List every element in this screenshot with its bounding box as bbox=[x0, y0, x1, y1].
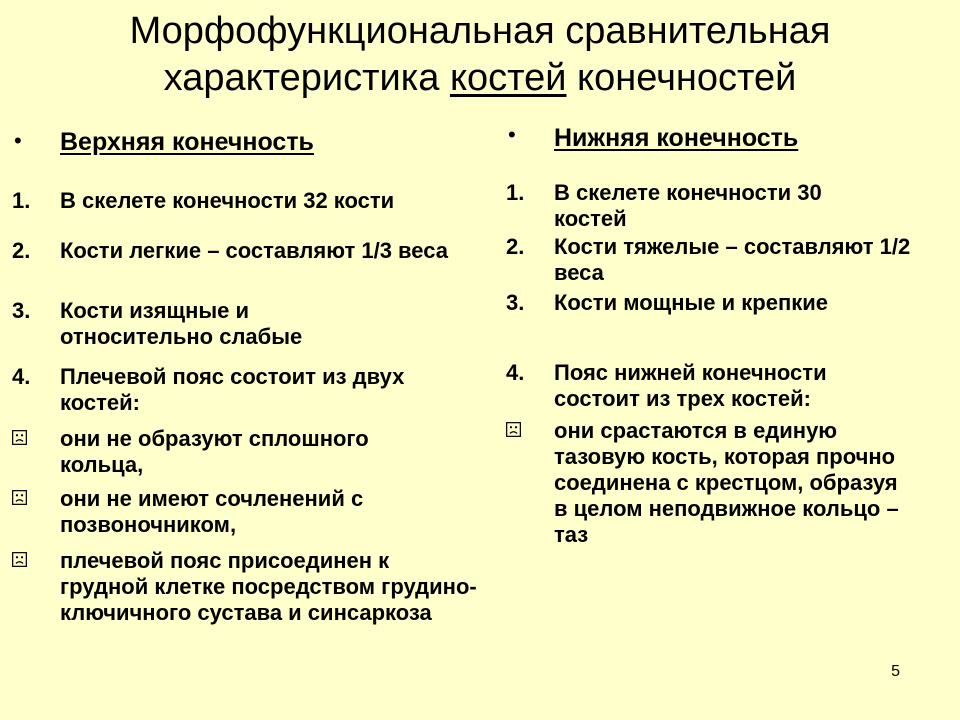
title-underlined-word: костей bbox=[449, 57, 567, 99]
page-number: 5 bbox=[891, 663, 900, 680]
item-text: Кости легкие – составляют 1/3 веса bbox=[60, 238, 448, 263]
item-number: 3. bbox=[12, 298, 31, 323]
bullet-icon: • bbox=[14, 128, 22, 153]
item-number: 1. bbox=[506, 180, 525, 205]
item-number: 2. bbox=[12, 238, 31, 263]
item-number: 3. bbox=[506, 290, 525, 315]
item-text: Кости изящные и относительно слабые bbox=[60, 298, 303, 349]
title-line-2-end: конечностей bbox=[566, 57, 797, 99]
item-text: они срастаются в единую тазовую кость, которая прочно соединена с крестцом, образуя в целом неподвижное кольцо – таз bbox=[554, 418, 899, 547]
item-text: они не образуют сплошного кольца, bbox=[60, 426, 369, 477]
item-text: плечевой пояс присоединен к грудной клетке посредством грудино-ключичного сустава и синсаркоза bbox=[60, 548, 477, 625]
slide-title bbox=[0, 8, 960, 102]
item-number: 2. bbox=[506, 234, 525, 259]
frown-icon bbox=[506, 422, 521, 437]
item-text: В скелете конечности 32 кости bbox=[60, 188, 395, 213]
title-line-2-start: характеристика bbox=[163, 57, 450, 99]
title-line-1: Морфофункциональная сравнительная bbox=[129, 10, 831, 52]
item-text: Пояс нижней конечности состоит из трех костей: bbox=[554, 360, 827, 411]
item-number: 1. bbox=[12, 188, 31, 213]
item-text: Кости тяжелые – составляют 1/2 веса bbox=[554, 234, 911, 285]
frown-icon bbox=[12, 430, 27, 445]
right-heading: Нижняя конечность bbox=[554, 124, 799, 152]
item-number: 4. bbox=[506, 360, 525, 385]
item-text: Плечевой пояс состоит из двух костей: bbox=[60, 364, 405, 415]
bullet-icon: • bbox=[508, 122, 516, 147]
frown-icon bbox=[12, 552, 27, 567]
item-number: 4. bbox=[12, 364, 31, 389]
item-text: Кости мощные и крепкие bbox=[554, 290, 829, 315]
item-text: они не имеют сочленений с позвоночником, bbox=[60, 486, 364, 537]
left-heading: Верхняя конечность bbox=[60, 128, 314, 156]
frown-icon bbox=[12, 490, 27, 505]
item-text: В скелете конечности 30 костей bbox=[554, 180, 822, 231]
title-line-2 bbox=[0, 55, 960, 102]
